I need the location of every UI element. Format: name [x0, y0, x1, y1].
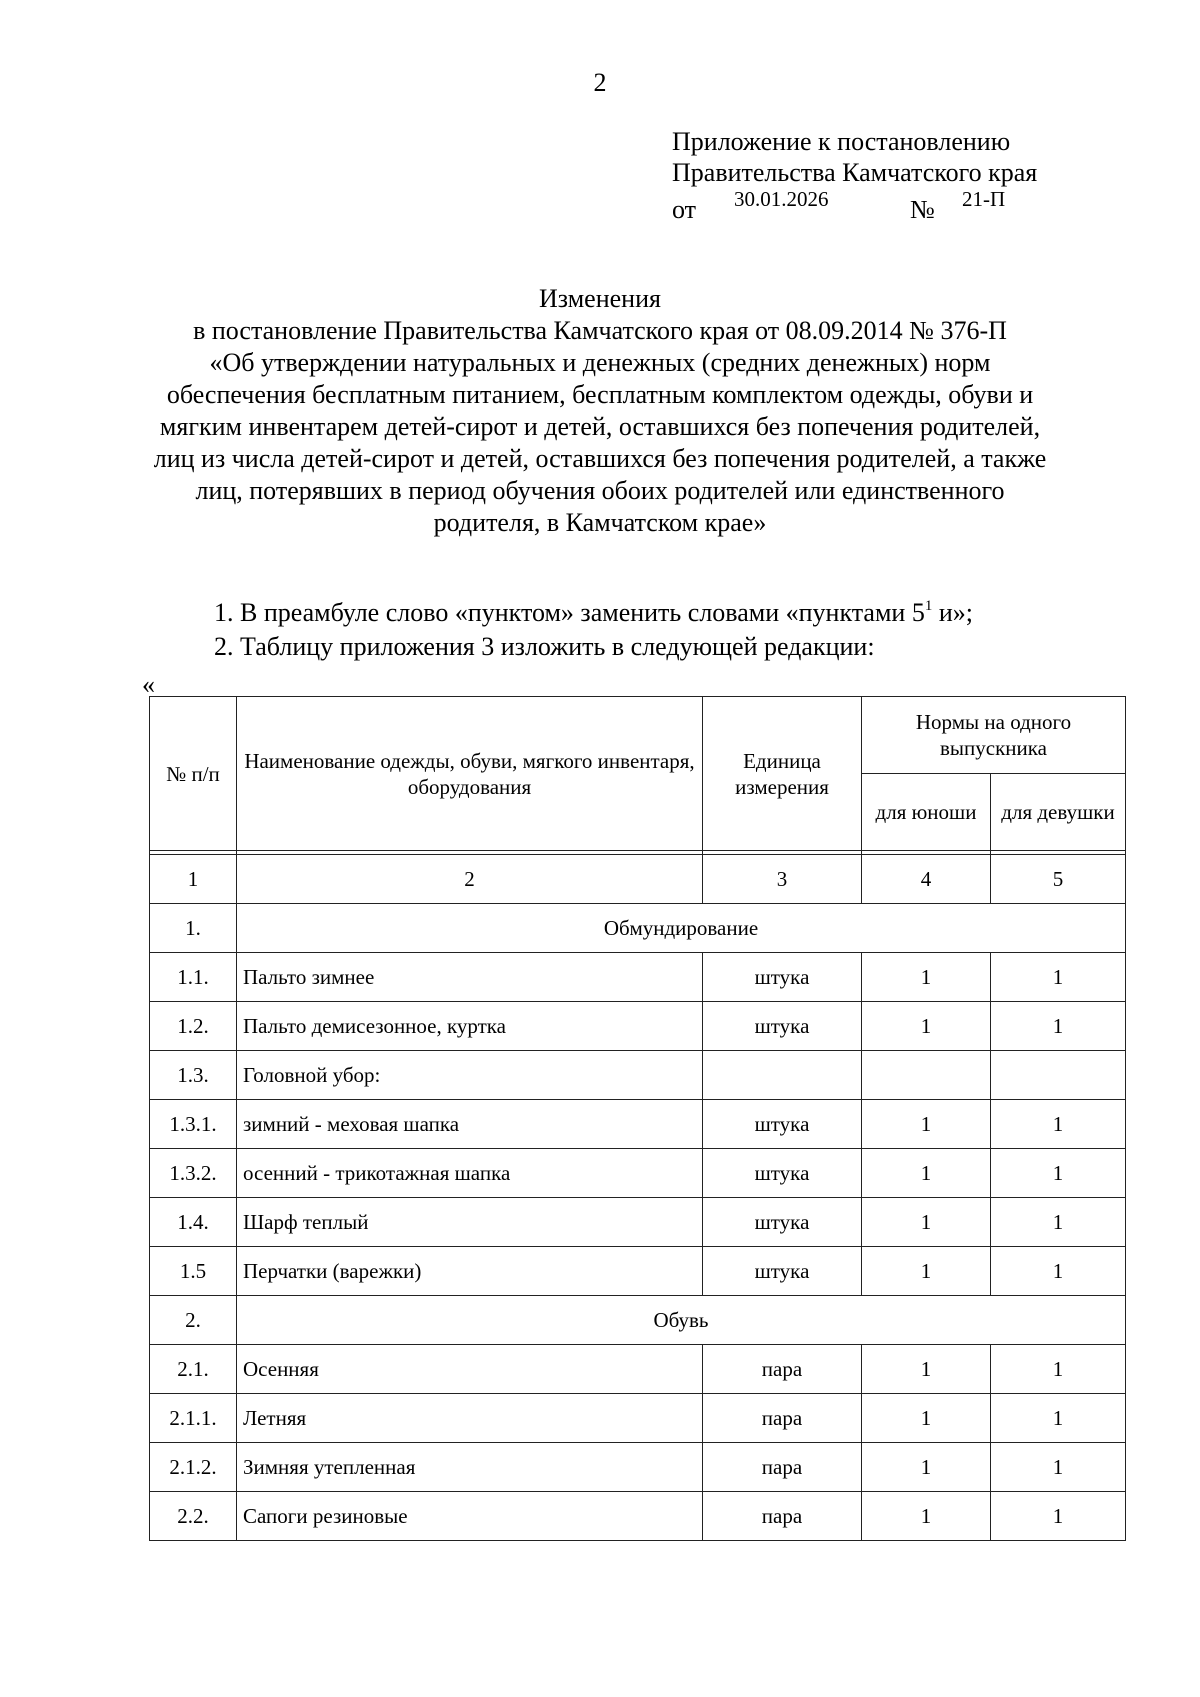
superscript: 1: [924, 598, 933, 614]
row-num: 1.3.: [150, 1051, 237, 1100]
row-boys: 1: [862, 1149, 991, 1198]
appendix-block: [672, 126, 1037, 224]
row-unit: [703, 1051, 862, 1100]
row-name: Сапоги резиновые: [237, 1492, 703, 1541]
row-girls: 1: [991, 1443, 1126, 1492]
row-unit: штука: [703, 1100, 862, 1149]
title-line: обеспечения бесплатным питанием, бесплатным комплектом одежды, обуви и: [166, 380, 1034, 409]
row-boys: [862, 1051, 991, 1100]
header-girls: для девушки: [991, 774, 1126, 851]
row-num: 1.4.: [150, 1198, 237, 1247]
row-unit: штука: [703, 1149, 862, 1198]
row-girls: 1: [991, 1100, 1126, 1149]
row-girls: 1: [991, 1492, 1126, 1541]
row-unit: штука: [703, 1198, 862, 1247]
table-row: [150, 1149, 1126, 1198]
header-num: № п/п: [150, 697, 237, 851]
row-num: 1.5: [150, 1247, 237, 1296]
appendix-date-row: [672, 188, 1037, 224]
paragraph-2: 2. Таблицу приложения 3 изложить в следующей редакции:: [214, 632, 875, 661]
document-date: 30.01.2026: [734, 187, 829, 211]
row-boys: 1: [862, 1394, 991, 1443]
table-row: [150, 953, 1126, 1002]
row-num: 2.1.1.: [150, 1394, 237, 1443]
col-number: 2: [237, 855, 703, 904]
table-row: [150, 1345, 1126, 1394]
col-number: 5: [991, 855, 1126, 904]
row-boys: 1: [862, 1443, 991, 1492]
row-num: 1.3.2.: [150, 1149, 237, 1198]
section-title: Обувь: [237, 1296, 1126, 1345]
opening-quote: «: [142, 670, 155, 699]
row-girls: 1: [991, 1002, 1126, 1051]
table-row: [150, 1394, 1126, 1443]
row-name: Зимняя утепленная: [237, 1443, 703, 1492]
row-boys: 1: [862, 1002, 991, 1051]
norms-table: [149, 696, 1126, 1541]
row-num: 2.2.: [150, 1492, 237, 1541]
table-row: [150, 1198, 1126, 1247]
table-row: [150, 1443, 1126, 1492]
title-line: мягким инвентарем детей-сирот и детей, оставшихся без попечения родителей,: [159, 412, 1041, 441]
row-unit: штука: [703, 1247, 862, 1296]
paragraph-1-tail: и»;: [932, 598, 973, 627]
row-boys: 1: [862, 1345, 991, 1394]
row-boys: 1: [862, 1198, 991, 1247]
row-unit: штука: [703, 1002, 862, 1051]
title-heading: Изменения: [539, 284, 661, 313]
row-num: 1.3.1.: [150, 1100, 237, 1149]
table-row: [150, 1100, 1126, 1149]
row-boys: 1: [862, 1247, 991, 1296]
row-num: 2.1.: [150, 1345, 237, 1394]
row-name: Летняя: [237, 1394, 703, 1443]
title-line: «Об утверждении натуральных и денежных (средних денежных) норм: [209, 348, 991, 377]
title-line: родителя, в Камчатском крае»: [433, 508, 767, 537]
row-name: Пальто зимнее: [237, 953, 703, 1002]
row-unit: пара: [703, 1443, 862, 1492]
col-number: 3: [703, 855, 862, 904]
header-unit: Единица измерения: [703, 697, 862, 851]
row-name: Перчатки (варежки): [237, 1247, 703, 1296]
paragraph-1: [214, 598, 973, 628]
paragraph-1-text: 1. В преамбуле слово «пунктом» заменить словами «пунктами 5: [214, 598, 925, 627]
column-number-row: [150, 855, 1126, 904]
appendix-line-2: Правительства Камчатского края: [672, 158, 1038, 187]
row-girls: 1: [991, 1149, 1126, 1198]
row-unit: пара: [703, 1345, 862, 1394]
row-unit: пара: [703, 1492, 862, 1541]
number-sign: №: [910, 195, 935, 224]
header-norms: Нормы на одного выпускника: [862, 697, 1126, 774]
row-num: 2.1.2.: [150, 1443, 237, 1492]
row-girls: 1: [991, 1345, 1126, 1394]
row-num: 1.1.: [150, 953, 237, 1002]
row-name: Шарф теплый: [237, 1198, 703, 1247]
section-row: [150, 1296, 1126, 1345]
row-name: Осенняя: [237, 1345, 703, 1394]
header-name: Наименование одежды, обуви, мягкого инвентаря, оборудования: [237, 697, 703, 851]
row-name: зимний - меховая шапка: [237, 1100, 703, 1149]
row-boys: 1: [862, 953, 991, 1002]
header-row: [150, 697, 1126, 774]
row-girls: [991, 1051, 1126, 1100]
row-girls: 1: [991, 1394, 1126, 1443]
row-boys: 1: [862, 1100, 991, 1149]
row-boys: 1: [862, 1492, 991, 1541]
row-num: 1.2.: [150, 1002, 237, 1051]
table-row: [150, 1002, 1126, 1051]
row-name: Головной убор:: [237, 1051, 703, 1100]
from-label: от: [672, 195, 697, 224]
col-number: 4: [862, 855, 991, 904]
row-girls: 1: [991, 1247, 1126, 1296]
row-name: Пальто демисезонное, куртка: [237, 1002, 703, 1051]
document-number: 21-П: [962, 187, 1006, 211]
document-title: [0, 283, 1200, 539]
section-row: [150, 904, 1126, 953]
title-line: лиц из числа детей-сирот и детей, оставшихся без попечения родителей, а также: [153, 444, 1047, 473]
table-row: [150, 1492, 1126, 1541]
row-name: осенний - трикотажная шапка: [237, 1149, 703, 1198]
title-line: в постановление Правительства Камчатского края от 08.09.2014 № 376-П: [193, 316, 1007, 345]
page-number: 2: [593, 68, 607, 97]
col-number: 1: [150, 855, 237, 904]
row-unit: штука: [703, 953, 862, 1002]
table-body: [150, 904, 1126, 1541]
row-girls: 1: [991, 1198, 1126, 1247]
section-title: Обмундирование: [237, 904, 1126, 953]
title-line: лиц, потерявших в период обучения обоих родителей или единственного: [195, 476, 1005, 505]
table-row: [150, 1051, 1126, 1100]
row-num: 1.: [150, 904, 237, 953]
row-girls: 1: [991, 953, 1126, 1002]
row-unit: пара: [703, 1394, 862, 1443]
table-row: [150, 1247, 1126, 1296]
header-boys: для юноши: [862, 774, 991, 851]
appendix-line-1: Приложение к постановлению: [672, 127, 1011, 156]
row-num: 2.: [150, 1296, 237, 1345]
